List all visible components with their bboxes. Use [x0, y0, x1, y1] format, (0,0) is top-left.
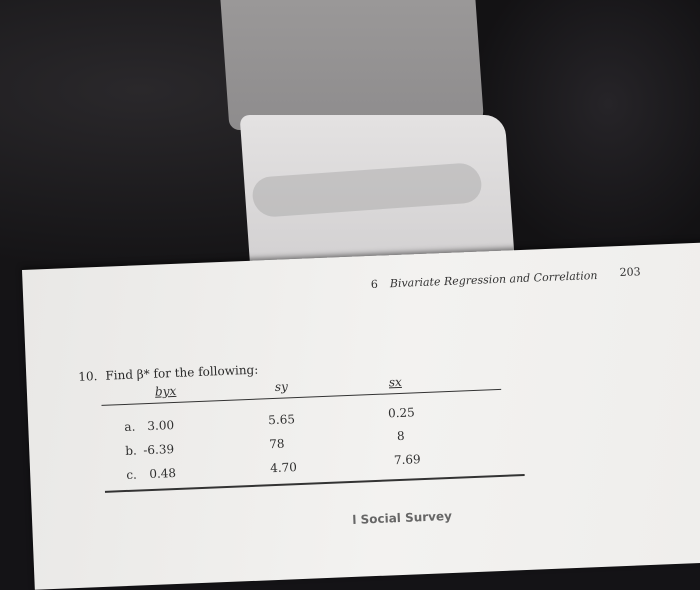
- page-number: 203: [619, 265, 641, 280]
- question-number: 10.: [78, 369, 98, 384]
- chapter-number: 6: [370, 277, 379, 292]
- row-c-label: c.: [126, 467, 138, 482]
- row-c-byx: 0.48: [149, 465, 177, 482]
- footer-partial-text: l Social Survey: [352, 508, 453, 527]
- row-a-sx: 0.25: [387, 405, 416, 421]
- row-c-sy: 4.70: [269, 460, 298, 476]
- running-header: [371, 269, 598, 291]
- column-header-sx: sx: [388, 374, 403, 390]
- row-b-sx: 8: [396, 428, 405, 444]
- row-b-byx: -6.39: [143, 442, 175, 458]
- row-a-sy: 5.65: [267, 412, 296, 428]
- row-b-label: b.: [125, 443, 138, 458]
- row-a-byx: 3.00: [147, 418, 175, 434]
- chapter-title: Bivariate Regression and Correlation: [389, 268, 598, 291]
- row-c-sx: 7.69: [393, 452, 421, 468]
- question-prompt: Find β* for the following:: [105, 362, 259, 383]
- column-header-byx: byx: [154, 383, 177, 399]
- textbook-page: [22, 240, 700, 589]
- row-a-label: a.: [124, 419, 136, 435]
- column-header-sy: sy: [274, 379, 289, 394]
- row-b-sy: 78: [268, 436, 285, 452]
- question-10: [78, 363, 258, 384]
- blanket-grey-stripe: [220, 0, 484, 130]
